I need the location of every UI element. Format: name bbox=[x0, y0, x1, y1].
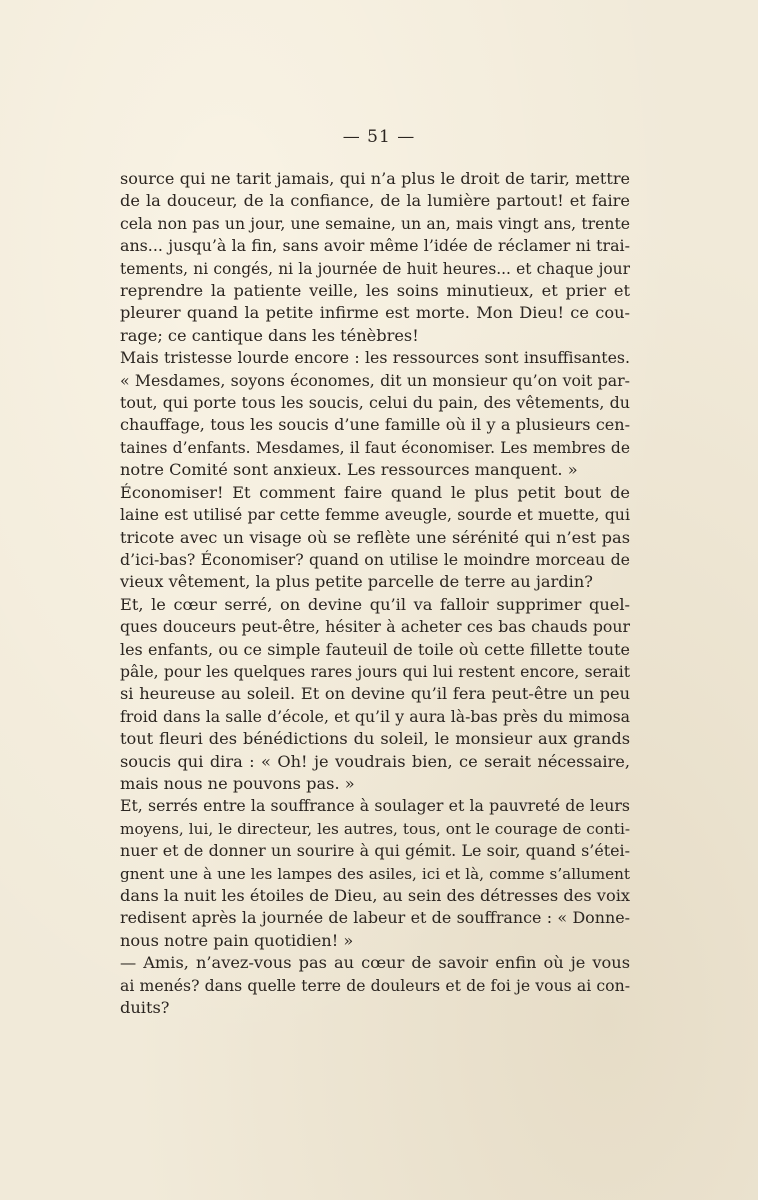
text-line: tout fleuri des bénédictions du soleil, le monsieur aux grands bbox=[120, 729, 630, 749]
text-line: gnent une à une les lampes des asiles, ici et là, comme s’allument bbox=[120, 864, 630, 883]
text-line: nuer et de donner un sourire à qui gémit. Le soir, quand s’étei- bbox=[120, 841, 630, 861]
body-text bbox=[120, 168, 630, 1019]
paragraph bbox=[120, 347, 630, 481]
text-line: tout, qui porte tous les soucis, celui du pain, des vêtements, du bbox=[120, 393, 630, 413]
text-line: ai menés? dans quelle terre de douleurs et de foi je vous ai con- bbox=[120, 975, 630, 995]
text-line: froid dans la salle d’école, et qu’il y aura là-bas près du mimosa bbox=[120, 706, 630, 726]
text-line: duits? bbox=[120, 998, 170, 1018]
text-line: moyens, lui, le directeur, les autres, tous, ont le courage de conti- bbox=[120, 819, 630, 838]
text-line: ques douceurs peut-être, hésiter à acheter ces bas chauds pour bbox=[120, 617, 630, 637]
text-line: tements, ni congés, ni la journée de huit heures... et chaque jour bbox=[120, 259, 630, 278]
text-line: Et, serrés entre la souffrance à soulager et la pauvreté de leurs bbox=[120, 796, 630, 816]
page-number: — 51 — bbox=[342, 127, 416, 147]
text-line: taines d’enfants. Mesdames, il faut économiser. Les membres de bbox=[120, 438, 630, 457]
text-line: mais nous ne pouvons pas. » bbox=[120, 773, 355, 793]
text-line: tricote avec un visage où se reflète une sérénité qui n’est pas bbox=[120, 527, 630, 547]
text-line: laine est utilisé par cette femme aveugle, sourde et muette, qui bbox=[120, 505, 630, 525]
text-line: soucis qui dira : « Oh! je voudrais bien, ce serait nécessaire, bbox=[120, 751, 630, 771]
text-line: rage; ce cantique dans les ténèbres! bbox=[120, 325, 419, 345]
text-line: de la douceur, de la confiance, de la lumière partout! et faire bbox=[120, 191, 630, 211]
text-line: reprendre la patiente veille, les soins minutieux, et prier et bbox=[120, 281, 630, 301]
text-line: redisent après la journée de labeur et de souffrance : « Donne- bbox=[120, 908, 630, 928]
text-line: si heureuse au soleil. Et on devine qu’il fera peut-être un peu bbox=[120, 684, 630, 704]
text-line: dans la nuit les étoiles de Dieu, au sein des détresses des voix bbox=[120, 886, 630, 905]
text-line: vieux vêtement, la plus petite parcelle de terre au jardin? bbox=[120, 572, 593, 592]
paragraph bbox=[120, 795, 630, 952]
text-line: source qui ne tarit jamais, qui n’a plus le droit de tarir, mettre bbox=[120, 169, 630, 188]
paragraph bbox=[120, 482, 630, 594]
paragraph bbox=[120, 594, 630, 796]
text-line: ans... jusqu’à la fin, sans avoir même l’idée de réclamer ni trai- bbox=[120, 236, 630, 256]
text-line: « Mesdames, soyons économes, dit un monsieur qu’on voit par- bbox=[120, 370, 630, 390]
text-line: cela non pas un jour, une semaine, un an, mais vingt ans, trente bbox=[120, 213, 630, 233]
text-line: Et, le cœur serré, on devine qu’il va falloir supprimer quel- bbox=[120, 594, 630, 614]
text-line: nous notre pain quotidien! » bbox=[120, 930, 354, 950]
text-line: Mais tristesse lourde encore : les ressources sont insuffisantes. bbox=[120, 348, 630, 368]
text-line: Économiser! Et comment faire quand le plus petit bout de bbox=[120, 482, 630, 502]
text-line: notre Comité sont anxieux. Les ressources manquent. » bbox=[120, 460, 578, 480]
paragraph bbox=[120, 952, 630, 1019]
text-line: — Amis, n’avez-vous pas au cœur de savoir enfin où je vous bbox=[120, 953, 630, 973]
text-line: les enfants, ou ce simple fauteuil de toile où cette fillette toute bbox=[120, 639, 630, 659]
text-line: chauffage, tous les soucis d’une famille où il y a plusieurs cen- bbox=[120, 415, 630, 435]
text-line: d’ici-bas? Économiser? quand on utilise le moindre morceau de bbox=[120, 549, 630, 569]
paragraph bbox=[120, 168, 630, 347]
text-line: pleurer quand la petite infirme est morte. Mon Dieu! ce cou- bbox=[120, 303, 630, 323]
text-line: pâle, pour les quelques rares jours qui lui restent encore, serait bbox=[120, 661, 630, 681]
